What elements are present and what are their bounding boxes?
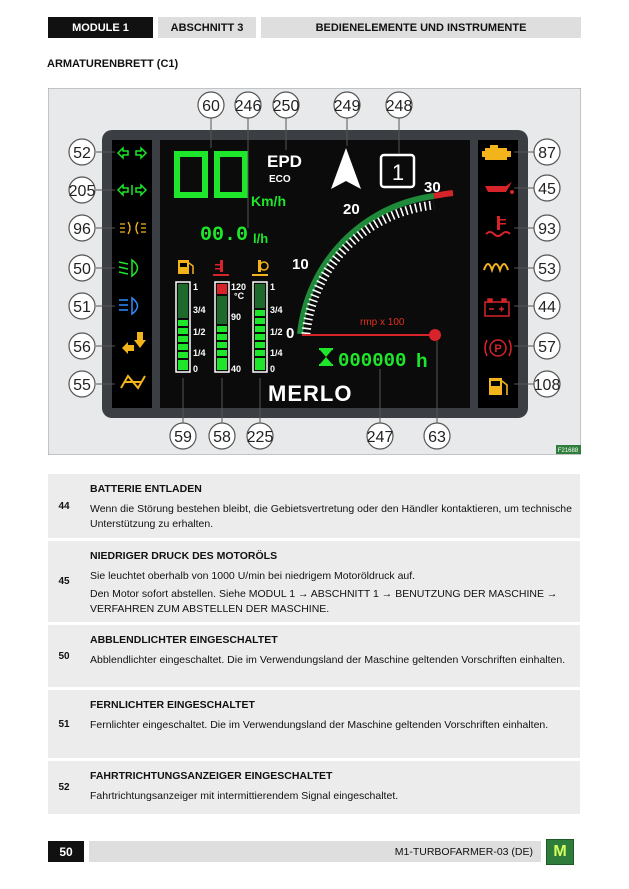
consumption-unit: l/h xyxy=(253,231,269,246)
callout-50: 50 xyxy=(73,261,91,278)
brand-logo: MERLO xyxy=(268,381,353,406)
temp-scale-120: 120 xyxy=(231,282,247,292)
page-number: 50 xyxy=(48,841,84,862)
temp-scale-90: 90 xyxy=(231,312,242,322)
oil-scale-12: 1/2 xyxy=(270,327,283,337)
fuel-scale-0: 0 xyxy=(193,364,199,374)
eco-label: ECO xyxy=(269,174,291,185)
callout-53: 53 xyxy=(538,261,556,278)
row-number: 45 xyxy=(58,576,70,587)
callout-52: 52 xyxy=(73,145,91,162)
brand-logo-icon: M xyxy=(546,839,574,865)
rpm-tick-10: 10 xyxy=(292,256,309,273)
consumption-value: 00.0 xyxy=(200,224,249,247)
row-heading: FAHRTRICHTUNGSANZEIGER EINGESCHALTET xyxy=(90,770,333,782)
table-row xyxy=(48,761,580,814)
document-code: M1-TURBOFARMER-03 (DE) xyxy=(394,845,533,858)
row-text: Fahrtrichtungsanzeiger mit intermittierendem Signal eingeschaltet. xyxy=(90,790,399,802)
callout-51: 51 xyxy=(73,299,91,316)
dashboard-figure xyxy=(48,88,581,455)
callout-44: 44 xyxy=(538,299,556,316)
table-row xyxy=(48,474,580,538)
callout-58: 58 xyxy=(213,429,231,446)
callout-87: 87 xyxy=(538,145,556,162)
figure-code: F21688 xyxy=(557,448,579,454)
rpm-tick-20: 20 xyxy=(343,201,360,218)
row-text: Sie leuchtet oberhalb von 1000 U/min bei niedrigem Motoröldruck auf. xyxy=(90,570,416,582)
hour-meter-unit: h xyxy=(416,351,428,372)
section-title: ARMATURENBRETT (C1) xyxy=(47,58,179,70)
row-number: 50 xyxy=(58,650,70,662)
fuel-scale-1: 1 xyxy=(193,282,199,292)
callout-225: 225 xyxy=(246,429,274,446)
oil-scale-34: 3/4 xyxy=(270,305,283,315)
row-heading: BATTERIE ENTLADEN xyxy=(90,483,202,495)
document-code-bar xyxy=(89,841,541,862)
rpm-tick-30: 30 xyxy=(424,179,441,196)
callout-96: 96 xyxy=(73,221,91,238)
header-title: BEDIENELEMENTE UND INSTRUMENTE xyxy=(261,17,581,38)
rpm-needle-hub xyxy=(429,329,441,341)
oil-scale-1: 1 xyxy=(270,282,276,292)
right-icon-panel xyxy=(478,140,518,408)
row-heading: ABBLENDLICHTER EINGESCHALTET xyxy=(90,634,278,646)
table-row xyxy=(48,625,580,687)
callout-248: 248 xyxy=(385,98,413,115)
callout-45: 45 xyxy=(538,181,556,198)
svg-text:P: P xyxy=(494,343,502,355)
row-heading: FERNLICHTER EINGESCHALTET xyxy=(90,699,255,711)
row-number: 44 xyxy=(58,500,70,512)
gear-value: 1 xyxy=(391,160,405,185)
callout-93: 93 xyxy=(538,221,556,238)
fuel-scale-12: 1/2 xyxy=(193,327,206,337)
callout-205: 205 xyxy=(68,183,96,200)
row-number: 52 xyxy=(58,782,70,793)
row-heading: NIEDRIGER DRUCK DES MOTORÖLS xyxy=(90,550,278,562)
rpm-unit-label: rmp x 100 xyxy=(360,317,405,328)
row-text: Fernlichter eingeschaltet. Die im Verwendungsland der Maschine geltenden Vorschriften einhalten. xyxy=(90,719,549,731)
fuel-scale-34: 3/4 xyxy=(193,305,206,315)
oil-scale-0: 0 xyxy=(270,364,276,374)
callout-60: 60 xyxy=(202,98,220,115)
temp-scale-unit: °C xyxy=(234,291,245,301)
row-number: 51 xyxy=(58,718,70,730)
epd-label: EPD xyxy=(267,152,302,171)
callout-55: 55 xyxy=(73,377,91,394)
callout-250: 250 xyxy=(272,98,300,115)
callout-63: 63 xyxy=(428,429,446,446)
callout-247: 247 xyxy=(366,429,394,446)
table-row xyxy=(48,690,580,758)
table-row xyxy=(48,541,580,622)
fuel-scale-14: 1/4 xyxy=(193,348,206,358)
callout-56: 56 xyxy=(73,339,91,356)
callout-57: 57 xyxy=(538,339,556,356)
callout-108: 108 xyxy=(533,377,561,394)
callout-246: 246 xyxy=(234,98,262,115)
temp-scale-40: 40 xyxy=(231,364,242,374)
callout-249: 249 xyxy=(333,98,361,115)
hour-meter-value: 000000 xyxy=(338,350,407,372)
row-text: Wenn die Störung bestehen bleibt, die Gebietsvertretung oder den Händler kontaktieren, um technische Unterstützung zu erhalten. xyxy=(90,503,572,530)
row-text: Abblendlichter eingeschaltet. Die im Verwendungsland der Maschine geltenden Vorschriften einhalten. xyxy=(90,654,566,666)
rpm-tick-0: 0 xyxy=(286,325,295,342)
row-text: Den Motor sofort abstellen. Siehe MODUL 1 → ABSCHNITT 1 → BENUTZUNG DER MASCHINE → VERFAHREN ZUM ABSTELLEN DER MASCHINE. xyxy=(90,588,558,615)
callout-59: 59 xyxy=(174,429,192,446)
header-section: ABSCHNITT 3 xyxy=(158,17,256,38)
header-module: MODULE 1 xyxy=(48,17,153,38)
oil-scale-14: 1/4 xyxy=(270,348,283,358)
speed-unit: Km/h xyxy=(251,193,286,209)
